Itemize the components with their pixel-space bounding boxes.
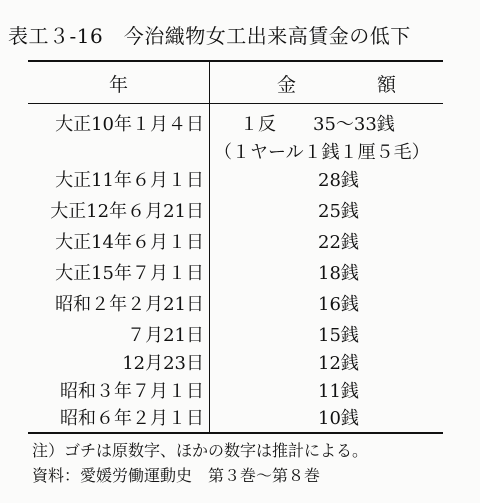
row-amount: 12銭 [318, 353, 359, 374]
table-row [28, 377, 443, 407]
table-row [28, 290, 443, 320]
row-amount: 15銭 [318, 325, 359, 346]
row-date: 大正10年１月４日 [55, 114, 204, 135]
row-date: 昭和３年７月１日 [60, 381, 204, 402]
table-row [28, 321, 443, 351]
row-date: 大正14年６月１日 [55, 232, 204, 253]
note-line: 注）ゴチは原数字、ほかの数字は推計による。 [32, 441, 369, 460]
header-rule [28, 103, 443, 104]
row-date: 12月23日 [122, 353, 204, 374]
table-row [28, 138, 443, 168]
table-row [28, 110, 443, 140]
row-date: 昭和６年２月１日 [60, 408, 204, 429]
row-amount: 22銭 [318, 232, 359, 253]
source-line: 資料：愛媛労働運動史 第３巻～第８巻 [32, 466, 321, 485]
header-amount-char-1: 金 [277, 74, 297, 96]
table-row [28, 228, 443, 258]
row-date: 大正11年６月１日 [55, 170, 204, 191]
table-row [28, 197, 443, 227]
wage-table [28, 60, 443, 434]
row-date: 大正12年６月21日 [50, 201, 204, 222]
table-row [28, 259, 443, 289]
row-date: 昭和２年２月21日 [55, 294, 204, 315]
row-date: ７月21日 [127, 325, 204, 346]
row-amount: 10銭 [318, 408, 359, 429]
row-amount: 25銭 [318, 201, 359, 222]
header-amount-char-2: 額 [377, 74, 397, 96]
row-amount: 35～33銭 [313, 114, 395, 135]
header-year: 年 [108, 74, 128, 96]
table-row [28, 166, 443, 196]
row-unit: １反 [240, 114, 276, 135]
row-amount: 11銭 [318, 381, 359, 402]
row-date: 大正15年７月１日 [55, 263, 204, 284]
table-row [28, 404, 443, 434]
row-amount: 28銭 [318, 170, 359, 191]
table-row [28, 349, 443, 379]
table-notes [32, 438, 368, 488]
row-amount: 16銭 [318, 294, 359, 315]
row-amount: 18銭 [318, 263, 359, 284]
table-title: 表工３-16 今治織物女工出来高賃金の低下 [8, 24, 411, 48]
row-amount-note: （１ヤール１銭１厘５毛） [214, 142, 430, 163]
